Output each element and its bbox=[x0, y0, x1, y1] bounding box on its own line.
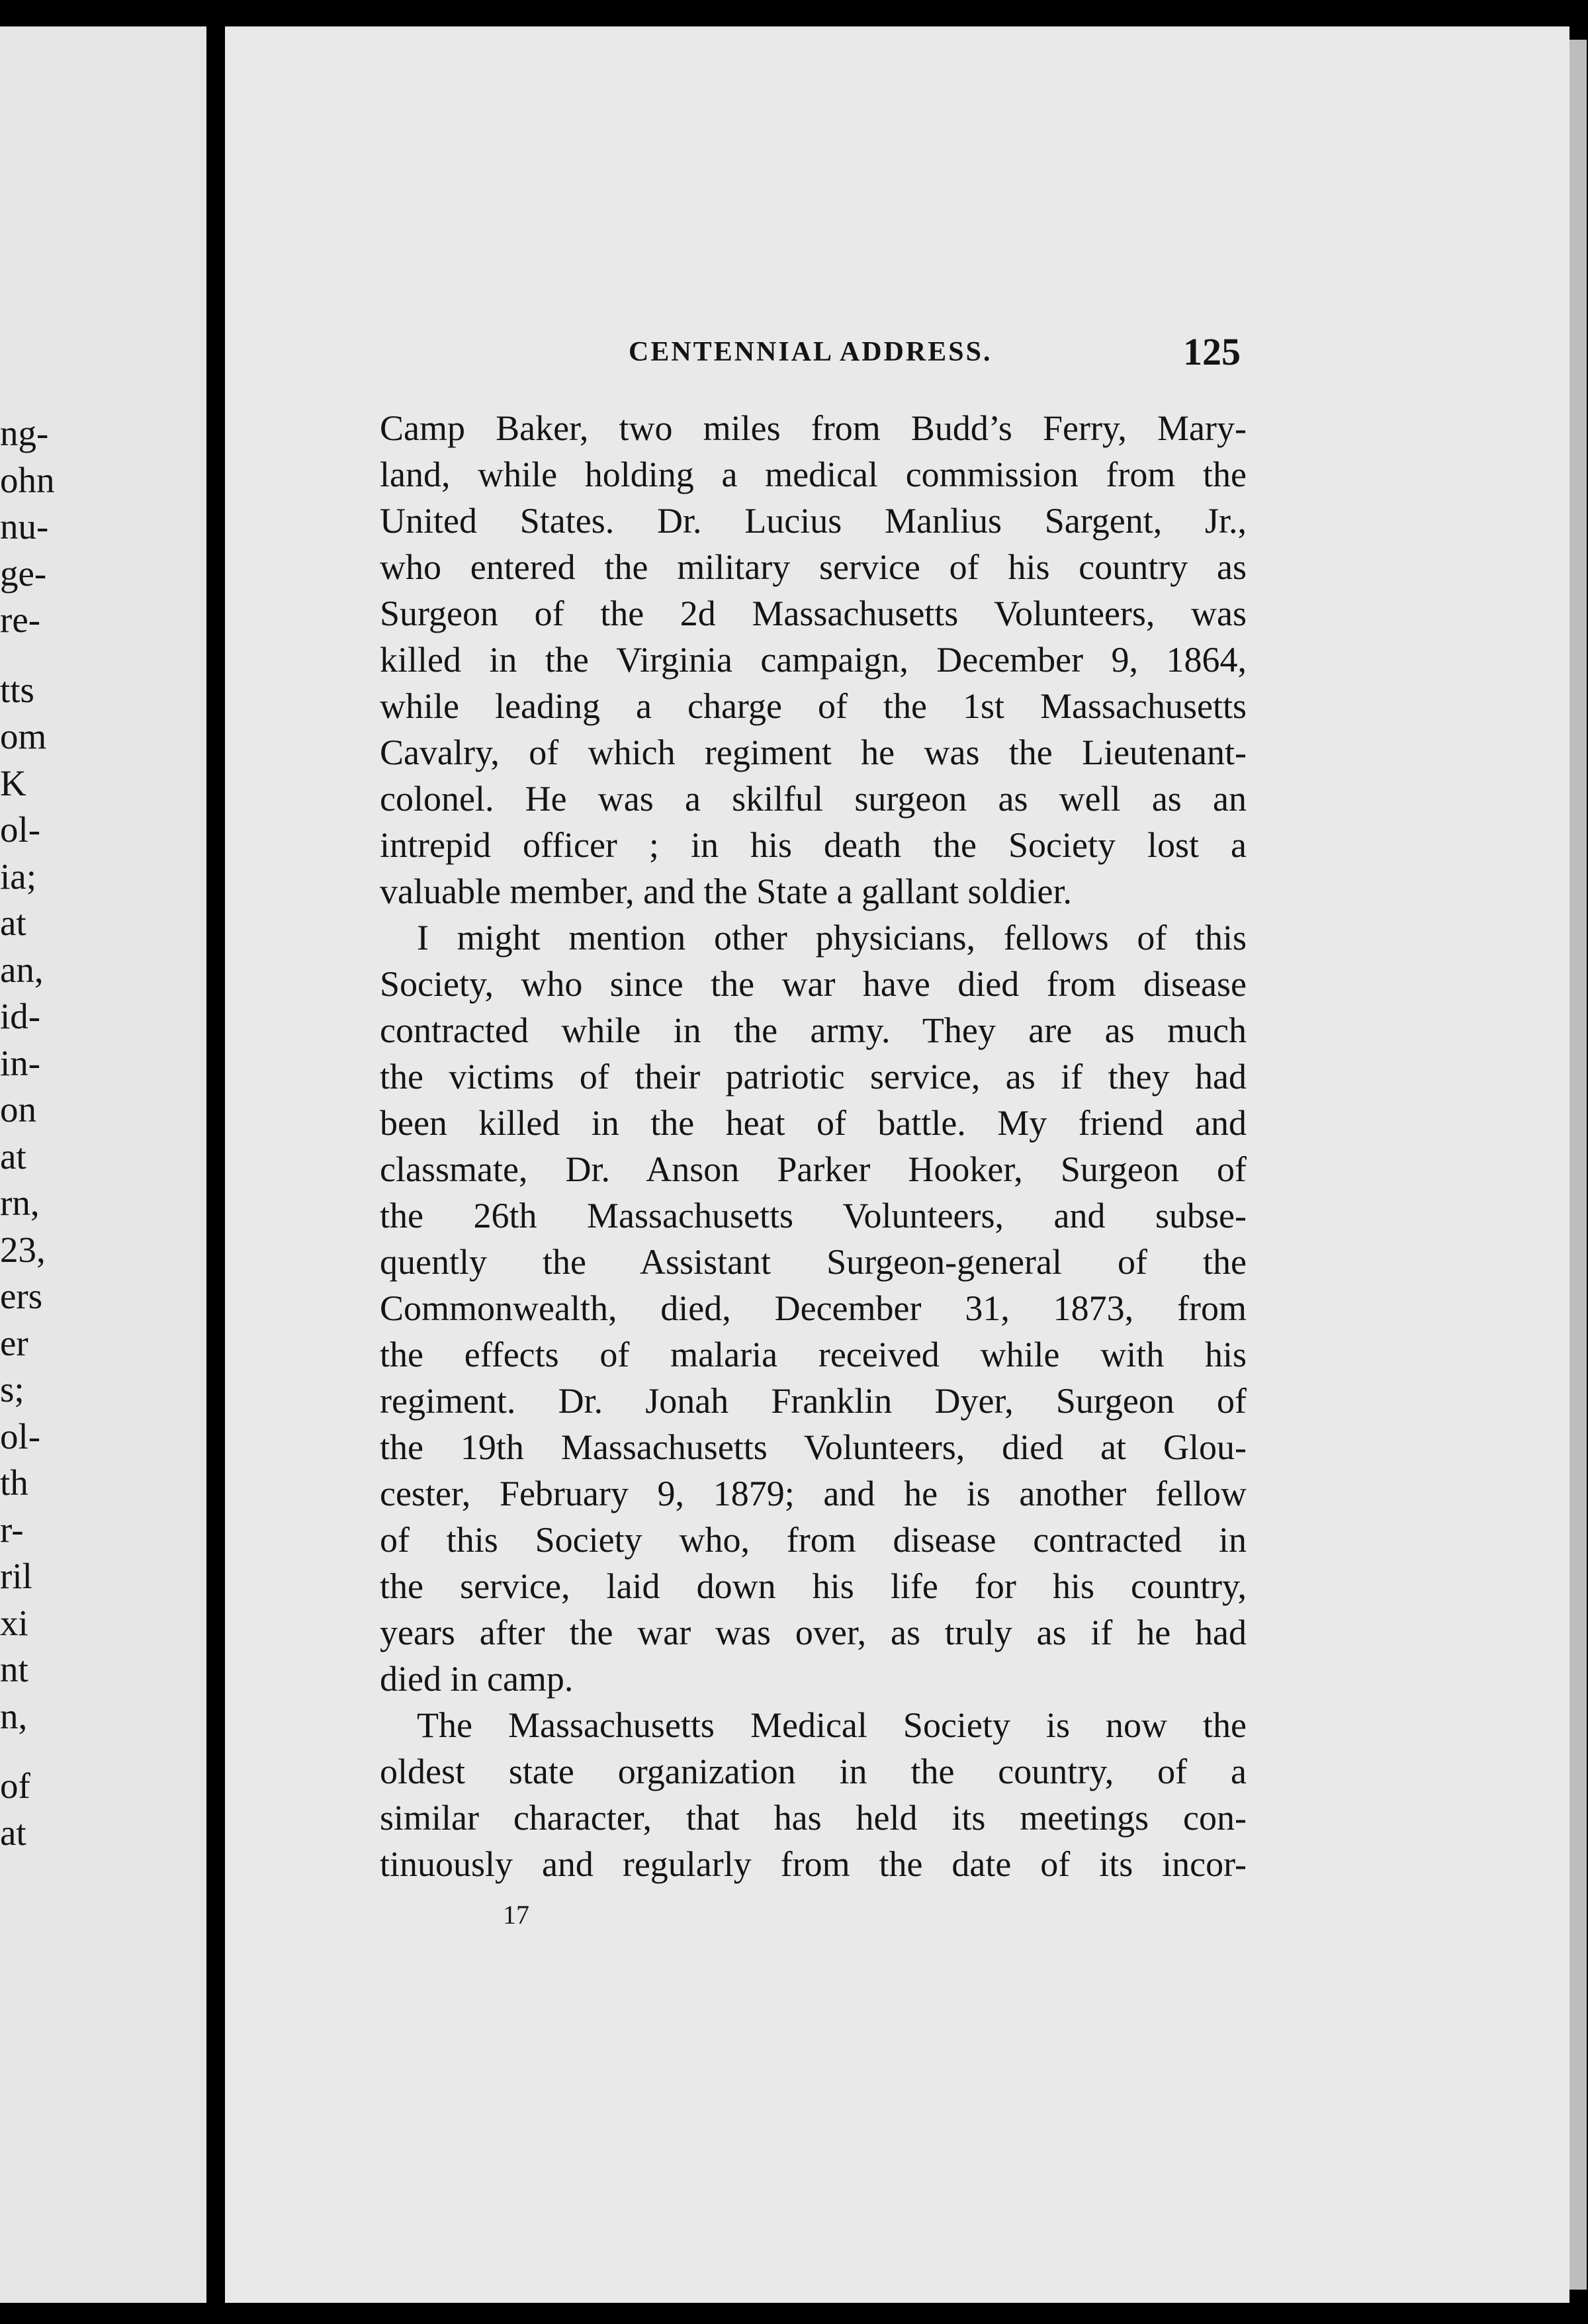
left-page-fragment: 23, bbox=[0, 1229, 46, 1270]
text-line: been killed in the heat of battle. My friend and bbox=[380, 1103, 1247, 1143]
text-line: classmate, Dr. Anson Parker Hooker, Surgeon of bbox=[380, 1149, 1247, 1189]
text-line: cester, February 9, 1879; and he is another fellow bbox=[380, 1474, 1247, 1513]
text-line: intrepid officer ; in his death the Society lost a bbox=[380, 825, 1247, 865]
running-head: CENTENNIAL ADDRESS. bbox=[629, 337, 992, 367]
left-page-fragment: r- bbox=[0, 1509, 24, 1550]
left-page-fragment: ol- bbox=[0, 809, 41, 850]
left-page-fragment: re- bbox=[0, 600, 41, 640]
text-line: the service, laid down his life for his country, bbox=[380, 1566, 1247, 1606]
left-page-fragment: n, bbox=[0, 1695, 28, 1736]
left-page-fragment: th bbox=[0, 1462, 28, 1503]
text-line: quently the Assistant Surgeon-general of the bbox=[380, 1242, 1247, 1282]
page-edge bbox=[1569, 40, 1587, 2290]
text-line: who entered the military service of his country as bbox=[380, 547, 1247, 587]
text-line: Camp Baker, two miles from Budd’s Ferry, Mary- bbox=[380, 408, 1247, 448]
text-line: Surgeon of the 2d Massachusetts Volunteers, was bbox=[380, 594, 1247, 633]
left-page-fragment: nt bbox=[0, 1649, 28, 1689]
left-page-fragment: ohn bbox=[0, 459, 55, 500]
left-page-fragment: ia; bbox=[0, 856, 36, 897]
text-line: the 26th Massachusetts Volunteers, and subse- bbox=[380, 1196, 1247, 1235]
text-line: tinuously and regularly from the date of its incor- bbox=[380, 1844, 1247, 1884]
body-text bbox=[380, 405, 1247, 1887]
signature-mark: 17 bbox=[503, 1900, 529, 1930]
text-line: contracted while in the army. They are as much bbox=[380, 1010, 1247, 1050]
left-page-fragment: tts bbox=[0, 669, 34, 710]
text-line: colonel. He was a skilful surgeon as well as an bbox=[380, 779, 1247, 819]
text-line: oldest state organization in the country, of a bbox=[380, 1752, 1247, 1791]
left-page-text-fragments bbox=[0, 410, 198, 1856]
left-page-fragment bbox=[0, 1740, 198, 1763]
text-line: killed in the Virginia campaign, December 9, 1864, bbox=[380, 640, 1247, 680]
left-page-fragment: rn, bbox=[0, 1183, 40, 1223]
text-line: United States. Dr. Lucius Manlius Sargent, Jr., bbox=[380, 501, 1247, 541]
left-page-fragment: ers bbox=[0, 1276, 43, 1316]
text-line: the victims of their patriotic service, as if they had bbox=[380, 1057, 1247, 1096]
left-page-fragment: xi bbox=[0, 1602, 28, 1643]
left-page bbox=[0, 26, 206, 2303]
left-page-fragment: K bbox=[0, 762, 26, 803]
left-page-fragment: ol- bbox=[0, 1415, 41, 1456]
left-page-fragment: nu- bbox=[0, 506, 49, 547]
text-line: of this Society who, from disease contracted in bbox=[380, 1520, 1247, 1560]
left-page-fragment bbox=[0, 644, 198, 667]
left-page-fragment: an, bbox=[0, 949, 44, 990]
left-page-fragment: ril bbox=[0, 1556, 32, 1596]
text-line: died in camp. bbox=[380, 1659, 574, 1699]
text-line: regiment. Dr. Jonah Franklin Dyer, Surgeon of bbox=[380, 1381, 1247, 1421]
text-line: years after the war was over, as truly as if he had bbox=[380, 1613, 1247, 1652]
text-line: the effects of malaria received while with his bbox=[380, 1335, 1247, 1374]
text-line: land, while holding a medical commission from the bbox=[380, 455, 1247, 494]
page-number: 125 bbox=[1183, 330, 1241, 373]
left-page-fragment: at bbox=[0, 903, 26, 943]
left-page-fragment: on bbox=[0, 1089, 36, 1130]
left-page-fragment: s; bbox=[0, 1369, 24, 1409]
text-line: while leading a charge of the 1st Massachusetts bbox=[380, 686, 1247, 726]
text-line: I might mention other physicians, fellows of this bbox=[417, 918, 1247, 958]
left-page-fragment: ng- bbox=[0, 413, 49, 453]
left-page-fragment: id- bbox=[0, 996, 41, 1036]
text-line: the 19th Massachusetts Volunteers, died at Glou- bbox=[380, 1427, 1247, 1467]
text-line: valuable member, and the State a gallant soldier. bbox=[380, 871, 1072, 911]
left-page-fragment: at bbox=[0, 1136, 26, 1177]
text-line: The Massachusetts Medical Society is now the bbox=[417, 1705, 1247, 1745]
text-line: Society, who since the war have died from disease bbox=[380, 964, 1247, 1004]
left-page-fragment: at bbox=[0, 1812, 26, 1853]
text-line: Cavalry, of which regiment he was the Lieutenant- bbox=[380, 733, 1247, 772]
left-page-fragment: in- bbox=[0, 1042, 41, 1083]
left-page-fragment: om bbox=[0, 716, 47, 756]
left-page-fragment: of bbox=[0, 1765, 30, 1806]
text-line: Commonwealth, died, December 31, 1873, from bbox=[380, 1288, 1247, 1328]
text-line: similar character, that has held its meetings con- bbox=[380, 1798, 1247, 1838]
left-page-fragment: er bbox=[0, 1322, 28, 1363]
left-page-fragment: ge- bbox=[0, 553, 47, 594]
